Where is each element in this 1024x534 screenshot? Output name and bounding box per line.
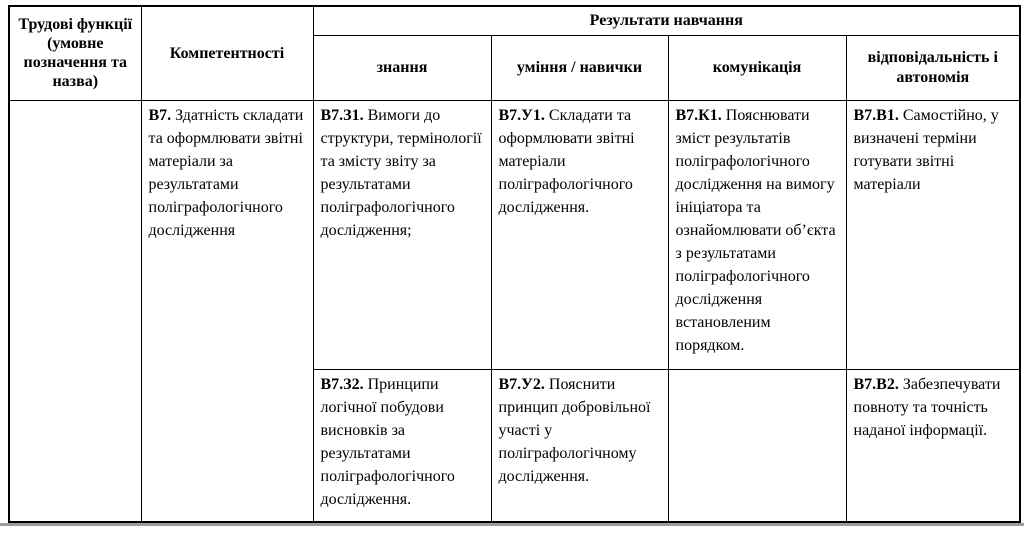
page-bottom-edge [0,523,1024,526]
competency-text: Здатність складати та оформлювати звітні матеріали за результатами поліграфологічного дослідження [148,106,304,239]
outcome-text: Пояснити принцип добровільної участі у поліграфологічному дослідження. [498,375,651,485]
responsibility-cell-row1 [846,100,1020,369]
outcome-text: Самостійно, у визначені терміни готувати звітні матеріали [853,106,999,193]
outcome-code: В7.В2. [853,375,899,393]
outcome-code: В7.В1. [853,106,899,124]
outcome-code: В7.З2. [320,375,364,393]
learning-outcomes-header-cell: Результати навчання [313,6,1020,35]
outcome-code: В7.З1. [320,106,364,124]
communication-cell-row1 [668,100,846,369]
table-row [9,100,1020,369]
skills-cell-row1 [491,100,668,369]
communication-cell-row2 [668,369,846,522]
labor-function-cell [9,100,141,522]
qualification-table [8,5,1021,523]
outcome-code: В7.К1. [675,106,722,124]
communication-header-cell: комунікація [668,35,846,100]
knowledge-cell-row2 [313,369,491,522]
outcome-text: Вимоги до структури, термінології та змісту звіту за результатами поліграфологічного дослідження; [320,106,482,239]
outcome-text: Складати та оформлювати звітні матеріали поліграфологічного дослідження. [498,106,635,216]
responsibility-cell-row2 [846,369,1020,522]
knowledge-cell-row1 [313,100,491,369]
responsibility-header-cell: відповідальність і автономія [846,35,1020,100]
outcome-code: В7.У2. [498,375,545,393]
outcome-text: Пояснювати зміст результатів поліграфологічного дослідження на вимогу ініціатора та ознайомлювати об’єкта з результатами поліграфологічного дослідження встановленим порядком. [675,106,836,354]
outcome-code: В7.У1. [498,106,545,124]
skills-header-cell: уміння / навички [491,35,668,100]
knowledge-header-cell: знання [313,35,491,100]
competency-cell [141,100,313,522]
skills-cell-row2 [491,369,668,522]
labor-functions-header-cell: Трудові функції (умовне позначення та назва) [9,6,141,100]
outcome-text: Забезпечувати повноту та точність наданої інформації. [853,375,1001,439]
outcome-text: Принципи логічної побудови висновків за результатами поліграфологічного дослідження. [320,375,455,508]
competencies-header-cell: Компетентності [141,6,313,100]
competency-code: В7. [148,106,172,124]
